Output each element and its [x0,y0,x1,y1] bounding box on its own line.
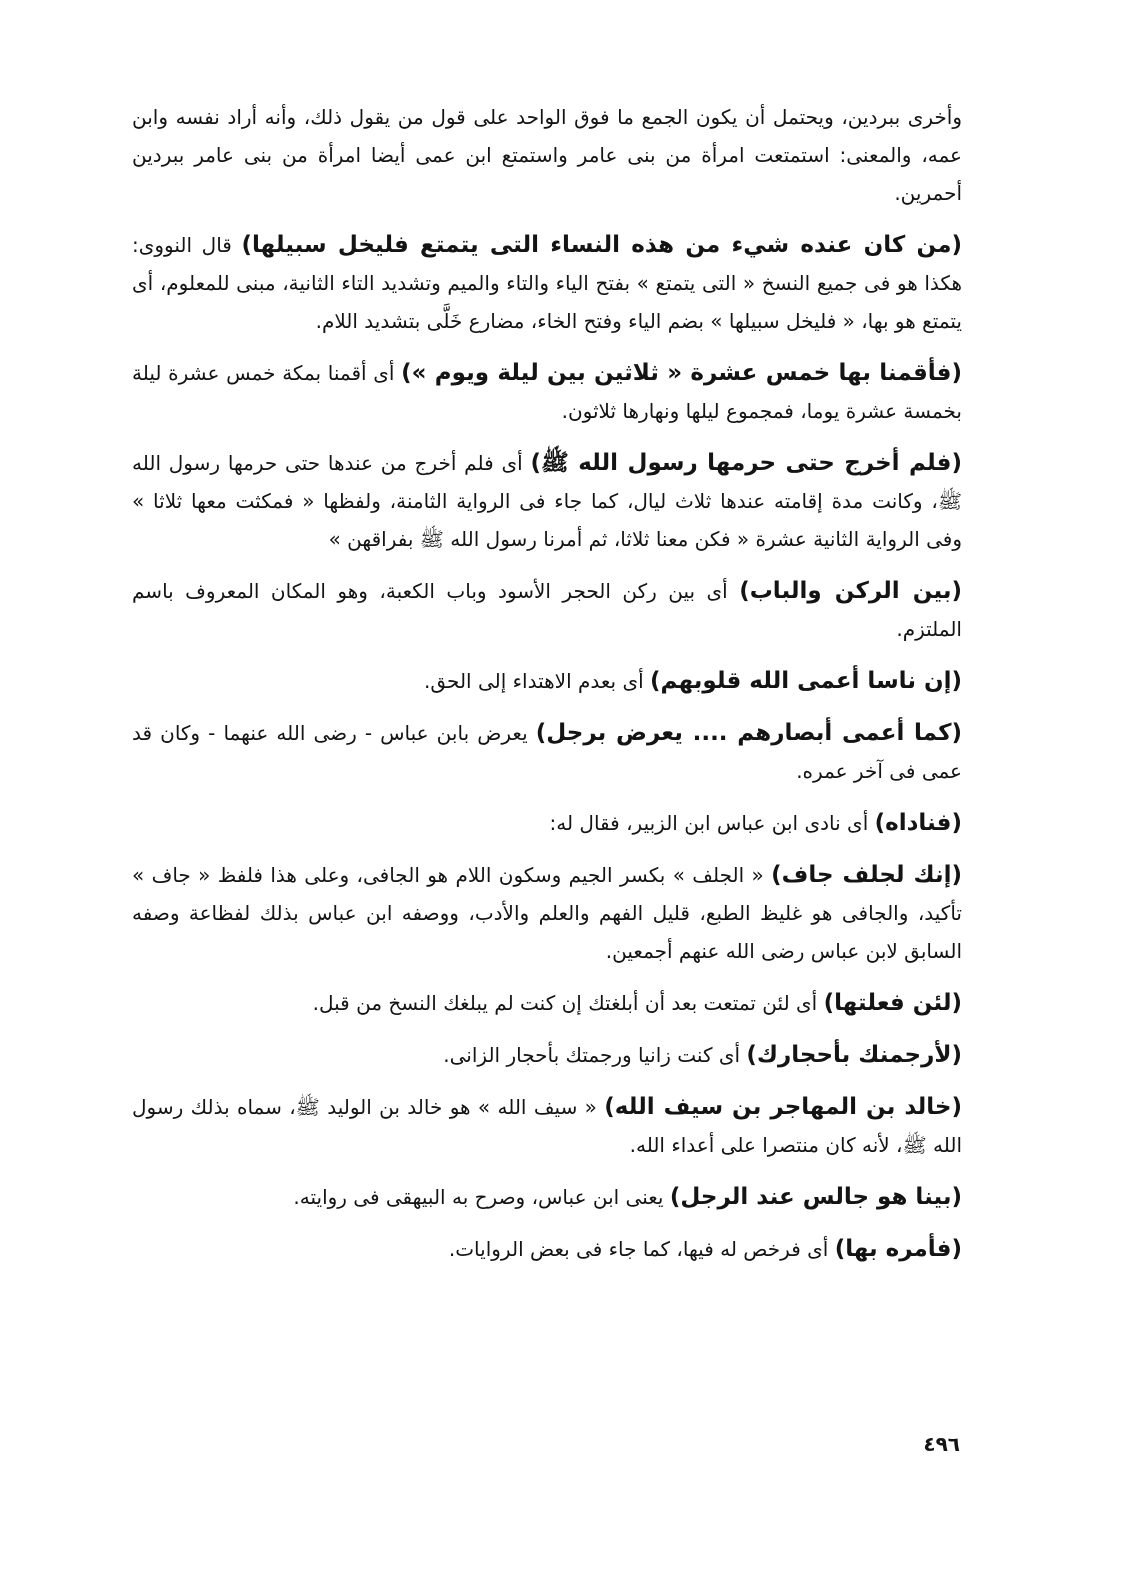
paragraph-text: « الجلف » بكسر الجيم وسكون اللام هو الجافى، وعلى هذا فلفظ « جاف » تأكيد، والجافى هو غليظ الطبع، قليل الفهم والعلم والأدب، ووصفه ابن عباس بذلك لفظاعة وصفه السابق لابن عباس رضى الله عنهم أجمعين. [132,863,962,963]
body-text [132,98,962,1282]
paragraph-9 [132,856,962,970]
paragraph-text: أى أقمنا بمكة خمس عشرة ليلة بخمسة عشرة يوما، فمجموع ليلها ونهارها ثلاثون. [132,361,962,423]
quoted-phrase: (خالد بن المهاجر بن سيف الله) [604,1094,963,1120]
paragraph-text: أى بين ركن الحجر الأسود وباب الكعبة، وهو المكان المعروف باسم الملتزم. [132,579,962,641]
paragraph-text: أى نادى ابن عباس ابن الزبير، فقال له: [549,811,869,835]
paragraph-text: « سيف الله » هو خالد بن الوليد ﷺ، سماه بذلك رسول الله ﷺ، لأنه كان منتصرا على أعداء الله. [132,1095,962,1157]
paragraph-2 [132,226,962,340]
quoted-phrase: (بين الركن والباب) [739,578,962,604]
quoted-phrase: (فلم أخرج حتى حرمها رسول الله ﷺ) [530,450,962,476]
quoted-phrase: (فناداه) [874,810,962,836]
paragraph-text: أى بعدم الاهتداء إلى الحق. [424,669,644,693]
paragraph-text: أى لئن تمتعت بعد أن أبلغتك إن كنت لم يبلغك النسخ من قبل. [312,991,818,1015]
quoted-phrase: (لأرجمنك بأحجارك) [746,1042,962,1068]
paragraph-14 [132,1230,962,1268]
quoted-phrase: (فأقمنا بها خمس عشرة « ثلاثين بين ليلة ويوم ») [401,360,963,386]
paragraph-13 [132,1178,962,1216]
paragraph-text: وأخرى ببردين، ويحتمل أن يكون الجمع ما فوق الواحد على قول من يقول ذلك، وأنه أراد نفسه وابن عمه، والمعنى: استمتعت امرأة من بنى عامر واستمتع ابن عمى أيضا امرأة من بنى عامر ببردين أحمرين. [132,105,962,205]
quoted-phrase: (فأمره بها) [834,1236,962,1262]
paragraph-11 [132,1036,962,1074]
paragraph-7 [132,714,962,790]
paragraph-10 [132,984,962,1022]
paragraph-text: قال النووى: هكذا هو فى جميع النسخ « التى يتمتع » بفتح الياء والتاء والميم وتشديد التاء الثانية، مبنى للمعلوم، أى يتمتع هو بها، « فليخل سبيلها » بضم الياء وفتح الخاء، مضارع خَلَّى بتشديد اللام. [132,233,962,333]
paragraph-3 [132,354,962,430]
quoted-phrase: (إن ناسا أعمى الله قلوبهم) [650,668,962,694]
paragraph-text: يعنى ابن عباس، وصرح به البيهقى فى روايته. [293,1185,664,1209]
quoted-phrase: (لئن فعلتها) [823,990,962,1016]
paragraph-text: يعرض بابن عباس - رضى الله عنهما - وكان قد عمى فى آخر عمره. [132,721,962,783]
quoted-phrase: (من كان عنده شيء من هذه النساء التى يتمتع فليخل سبيلها) [241,232,962,258]
paragraph-text: أى فرخص له فيها، كما جاء فى بعض الروايات. [448,1237,829,1261]
paragraph-8 [132,804,962,842]
paragraph-5 [132,572,962,648]
quoted-phrase: (بينا هو جالس عند الرجل) [669,1184,962,1210]
paragraph-1 [132,98,962,212]
quoted-phrase: (كما أعمى أبصارهم .... يعرض برجل) [535,720,962,746]
paragraph-4 [132,444,962,558]
page-number: ٤٩٦ [923,1432,960,1456]
paragraph-text: أى فلم أخرج من عندها حتى حرمها رسول الله ﷺ، وكانت مدة إقامته عندها ثلاث ليال، كما جاء فى الرواية الثامنة، ولفظها « فمكثت معها ثلاثا » وفى الرواية الثانية عشرة « فكن معنا ثلاثا، ثم أمرنا رسول الله ﷺ بفراقهن » [132,451,962,551]
paragraph-6 [132,662,962,700]
paragraph-12 [132,1088,962,1164]
paragraph-text: أى كنت زانيا ورجمتك بأحجار الزانى. [443,1043,741,1067]
quoted-phrase: (إنك لجلف جاف) [771,862,962,888]
